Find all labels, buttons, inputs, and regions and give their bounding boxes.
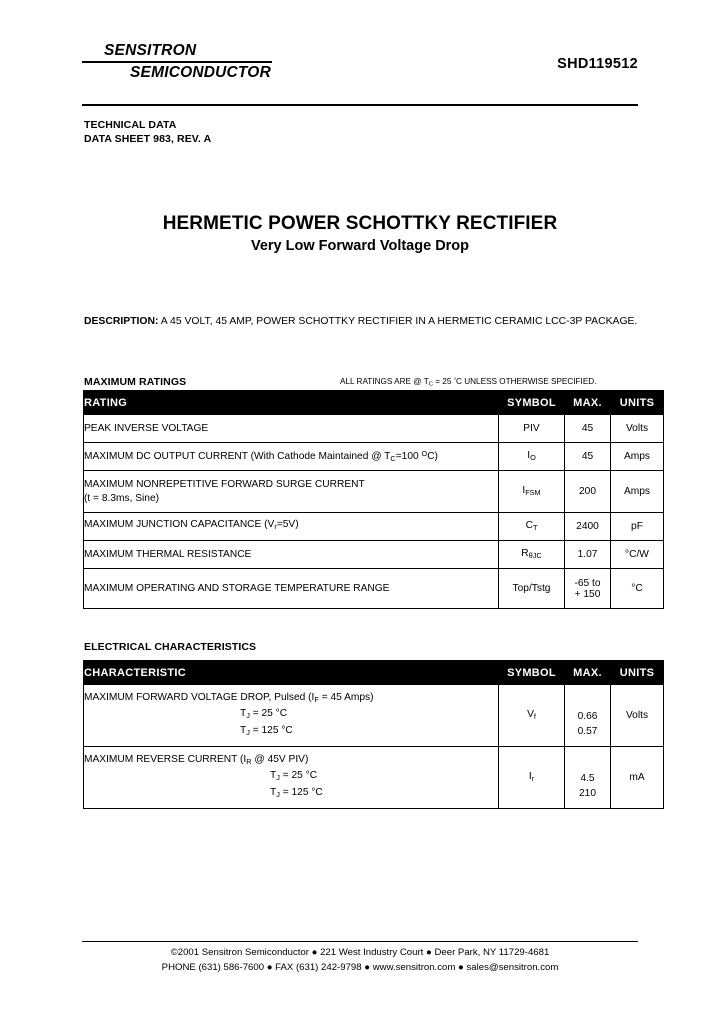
units-cell: Volts — [611, 685, 664, 747]
note-end: C UNLESS OTHERWISE SPECIFIED. — [456, 377, 597, 386]
page-footer — [0, 946, 720, 975]
cond2-pre: T — [270, 786, 277, 798]
footer-address: ©2001 Sensitron Semiconductor ● 221 West Industry Court ● Deer Park, NY 11729-4681 — [170, 947, 550, 958]
symbol-cell: Top/Tstg — [499, 569, 565, 609]
description-paragraph — [84, 315, 640, 329]
column-header-rating: RATING — [84, 391, 499, 415]
column-header-max: MAX. — [565, 661, 611, 685]
maximum-ratings-table — [83, 390, 664, 609]
table-row — [84, 747, 664, 809]
cond2-post: = 125 °C — [249, 724, 293, 736]
symbol-cell — [499, 747, 565, 809]
header-divider — [82, 104, 638, 106]
column-header-symbol: SYMBOL — [499, 661, 565, 685]
max-cell: 45 — [565, 443, 611, 471]
symbol-sub: FSM — [525, 488, 541, 498]
condition-line-2 — [84, 724, 498, 740]
column-header-units: UNITS — [611, 661, 664, 685]
max-text: -65 to — [574, 577, 601, 589]
page-title: HERMETIC POWER SCHOTTKY RECTIFIER — [162, 213, 558, 234]
table-row — [84, 415, 664, 443]
units-cell: Amps — [611, 443, 664, 471]
rating-tail: =5V) — [276, 519, 299, 531]
units-cell: Amps — [611, 471, 664, 513]
rating-sub: r — [274, 522, 277, 532]
symbol-cell — [499, 471, 565, 513]
description-label: DESCRIPTION: — [84, 316, 159, 327]
cond2-sub: J — [246, 727, 250, 737]
characteristic-text: MAXIMUM FORWARD VOLTAGE DROP, Pulsed (I — [84, 692, 315, 704]
max-value-2: 210 — [579, 787, 596, 799]
symbol-cell — [499, 541, 565, 569]
rating-cell — [84, 443, 499, 471]
column-header-max: MAX. — [565, 391, 611, 415]
max-cell: 200 — [565, 471, 611, 513]
maximum-ratings-note — [340, 377, 596, 388]
characteristic-sub: F — [314, 695, 319, 705]
symbol-sub: f — [533, 712, 536, 722]
characteristic-title — [84, 753, 498, 769]
table-header-row — [84, 661, 664, 685]
technical-data-label: TECHNICAL DATA — [84, 119, 177, 131]
technical-data-block — [84, 118, 211, 146]
symbol-cell — [499, 443, 565, 471]
part-number: SHD119512 — [557, 56, 638, 72]
footer-contact: PHONE (631) 586-7600 ● FAX (631) 242-9798 ● www.sensitron.com ● sales@sensitron.com — [161, 961, 559, 973]
cond1-pre: T — [240, 708, 247, 720]
cond1-sub: J — [246, 711, 250, 721]
symbol-sub: T — [532, 523, 538, 533]
table-row — [84, 471, 664, 513]
symbol-text: I — [528, 771, 532, 783]
table-row — [84, 685, 664, 747]
rating-sub: C — [390, 454, 396, 464]
condition-line-1 — [84, 707, 498, 723]
cond2-pre: T — [240, 724, 247, 736]
note-suffix: = 25 — [432, 377, 454, 386]
max-cell — [565, 747, 611, 809]
table-row — [84, 513, 664, 541]
max-cell: 1.07 — [565, 541, 611, 569]
company-name-line1: SENSITRON — [104, 42, 197, 59]
maximum-ratings-heading: MAXIMUM RATINGS — [84, 376, 187, 388]
cond1-post: = 25 °C — [249, 708, 288, 720]
max-value-2: 0.57 — [577, 725, 598, 737]
rating-text: MAXIMUM JUNCTION CAPACITANCE (V — [84, 519, 275, 531]
rating-text-line2: (t = 8.3ms, Sine) — [84, 492, 160, 504]
rating-text: MAXIMUM NONREPETITIVE FORWARD SURGE CURRENT — [84, 478, 365, 490]
cond1-post: = 25 °C — [279, 770, 318, 782]
table-row — [84, 443, 664, 471]
max-value-1: 4.5 — [580, 772, 595, 784]
cond2-post: = 125 °C — [279, 786, 323, 798]
units-cell: °C — [611, 569, 664, 609]
description-text: A 45 VOLT, 45 AMP, POWER SCHOTTKY RECTIFIER IN A HERMETIC CERAMIC LCC-3P PACKAGE. — [158, 316, 638, 327]
condition-line-2 — [84, 786, 498, 802]
max-cell — [565, 685, 611, 747]
rating-end: C) — [427, 451, 438, 463]
rating-cell — [84, 471, 499, 513]
data-sheet-revision: DATA SHEET 983, REV. A — [84, 133, 212, 145]
characteristic-text: MAXIMUM REVERSE CURRENT (I — [84, 754, 247, 766]
note-prefix: ALL RATINGS ARE @ T — [340, 377, 429, 386]
company-name-line2: SEMICONDUCTOR — [130, 64, 271, 81]
symbol-sub: θJC — [528, 551, 542, 561]
characteristic-tail: = 45 Amps) — [318, 692, 374, 704]
rating-tail: =100 — [395, 451, 422, 463]
symbol-text: V — [527, 709, 534, 721]
symbol-text: C — [525, 520, 533, 532]
note-degree: ° — [453, 377, 457, 384]
note-sub: C — [428, 381, 433, 388]
cond2-sub: J — [276, 789, 280, 799]
max-cell — [565, 569, 611, 609]
logo-rule — [82, 61, 272, 63]
rating-cell: MAXIMUM THERMAL RESISTANCE — [84, 541, 499, 569]
rating-cell: MAXIMUM OPERATING AND STORAGE TEMPERATURE RANGE — [84, 569, 499, 609]
page-subtitle: Very Low Forward Voltage Drop — [250, 238, 470, 254]
symbol-text: I — [522, 485, 526, 497]
units-cell: pF — [611, 513, 664, 541]
symbol-sub: O — [530, 453, 536, 463]
column-header-symbol: SYMBOL — [499, 391, 565, 415]
units-cell: mA — [611, 747, 664, 809]
table-row — [84, 569, 664, 609]
characteristic-sub: R — [246, 757, 252, 767]
table-header-row — [84, 391, 664, 415]
max-text-line2: + 150 — [574, 588, 601, 600]
footer-divider — [82, 941, 638, 942]
column-header-units: UNITS — [611, 391, 664, 415]
rating-cell — [84, 513, 499, 541]
column-header-characteristic: CHARACTERISTIC — [84, 661, 499, 685]
symbol-cell — [499, 685, 565, 747]
rating-cell: PEAK INVERSE VOLTAGE — [84, 415, 499, 443]
page-header — [82, 42, 638, 82]
max-value-1: 0.66 — [577, 710, 598, 722]
rating-degree: O — [421, 448, 428, 458]
units-cell: Volts — [611, 415, 664, 443]
symbol-cell — [499, 513, 565, 541]
characteristic-title — [84, 691, 498, 707]
cond1-sub: J — [276, 773, 280, 783]
characteristic-tail: @ 45V PIV) — [251, 754, 309, 766]
max-cell: 2400 — [565, 513, 611, 541]
table-row — [84, 541, 664, 569]
rating-text: MAXIMUM DC OUTPUT CURRENT (With Cathode Maintained @ T — [84, 451, 391, 463]
electrical-characteristics-heading: ELECTRICAL CHARACTERISTICS — [84, 641, 257, 653]
cond1-pre: T — [270, 770, 277, 782]
symbol-text: I — [527, 450, 531, 462]
electrical-characteristics-table — [83, 660, 664, 809]
max-cell: 45 — [565, 415, 611, 443]
symbol-sub: r — [531, 774, 535, 784]
characteristic-cell — [84, 685, 499, 747]
units-cell: °C/W — [611, 541, 664, 569]
characteristic-cell — [84, 747, 499, 809]
symbol-text: R — [521, 548, 529, 560]
symbol-cell: PIV — [499, 415, 565, 443]
company-logo — [82, 42, 312, 82]
condition-line-1 — [84, 769, 498, 785]
